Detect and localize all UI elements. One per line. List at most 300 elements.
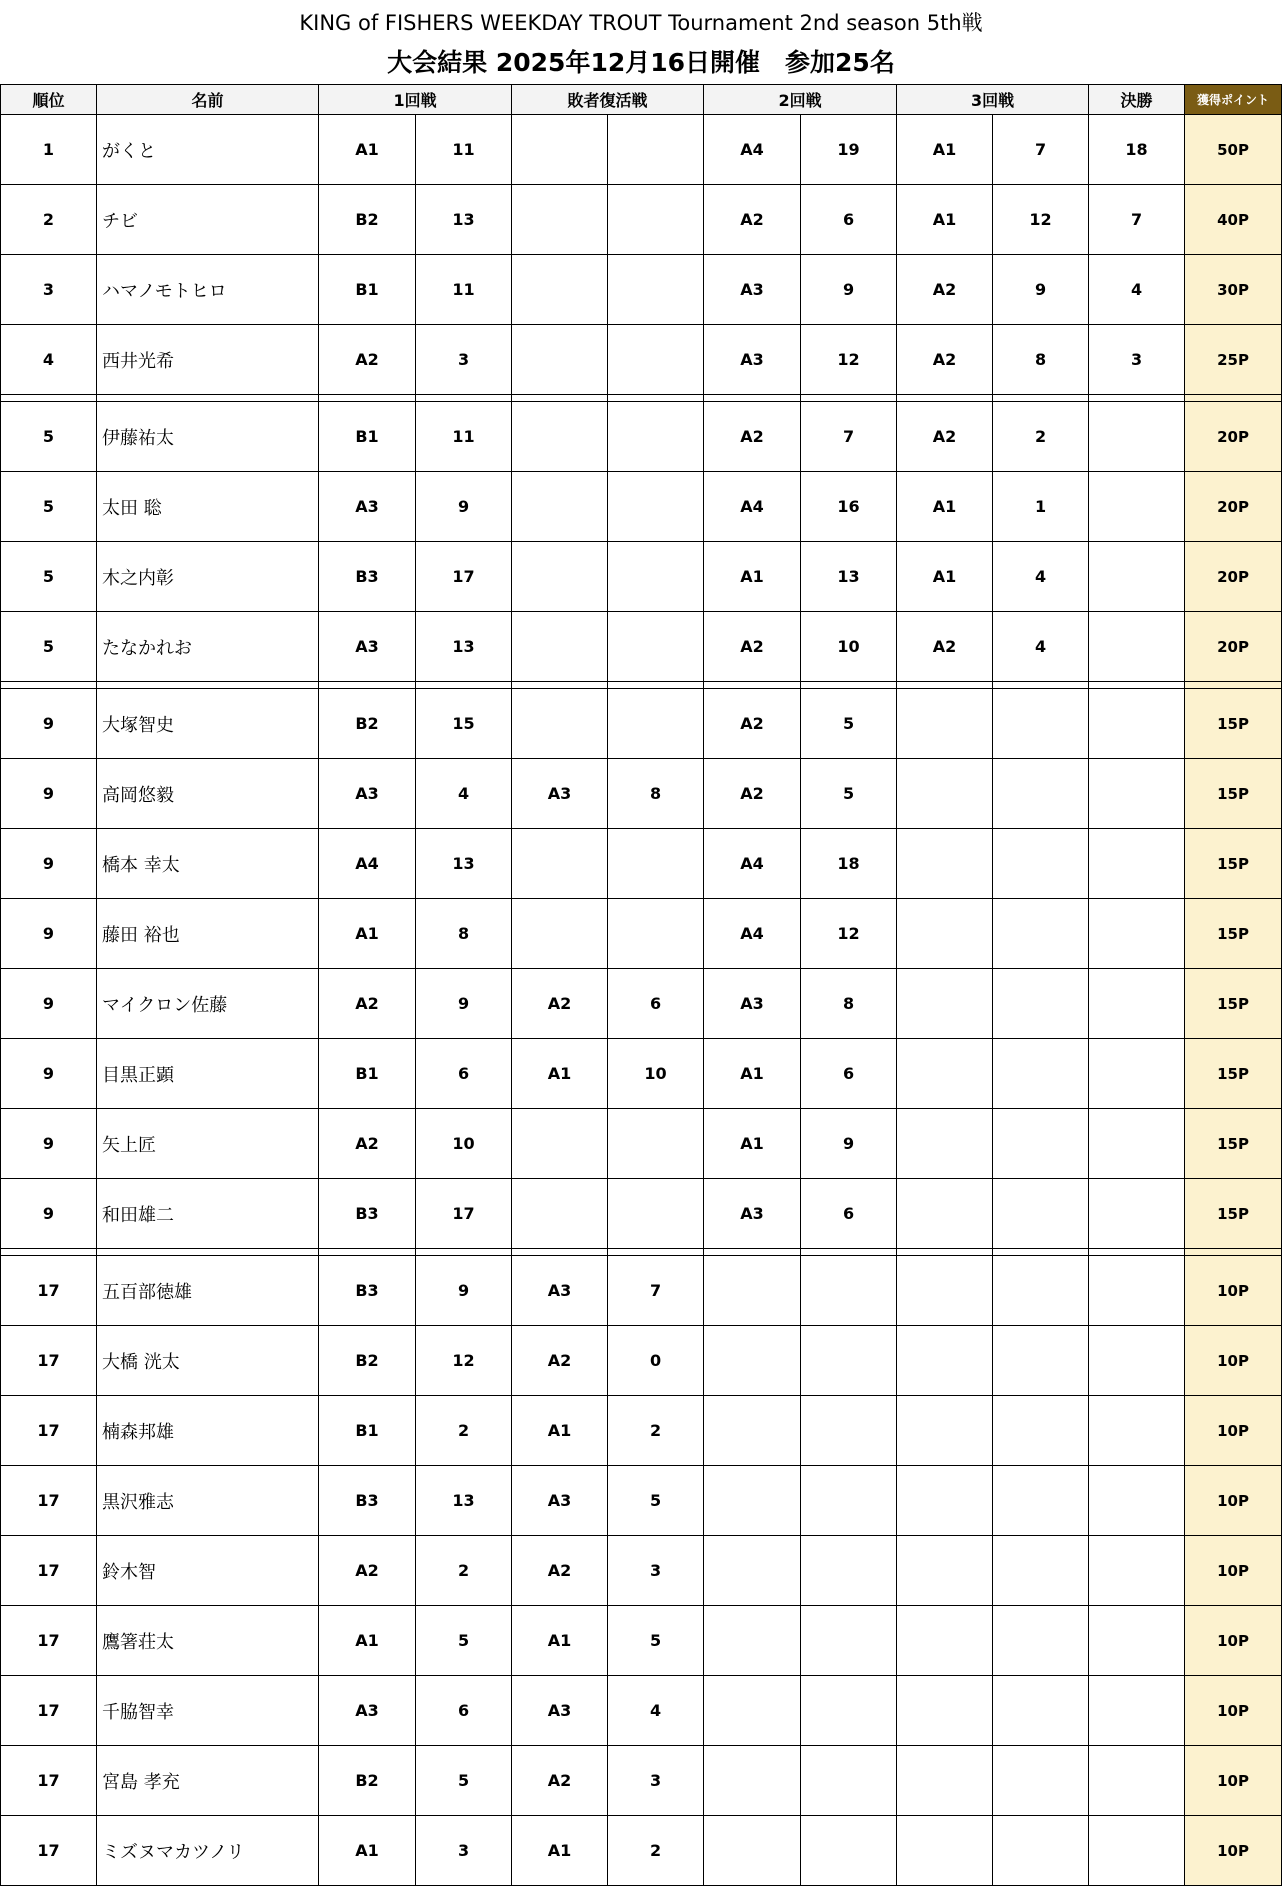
points-cell: 20P: [1185, 612, 1282, 682]
final-score-cell: [1089, 1179, 1185, 1249]
round2-score-cell: [801, 1396, 897, 1466]
round1-block-cell: B1: [319, 1396, 416, 1466]
rank-cell: 17: [1, 1466, 97, 1536]
separator-cell: [512, 682, 608, 689]
separator-cell: [319, 395, 416, 402]
name-cell: 和田雄二: [97, 1179, 319, 1249]
separator-cell: [319, 682, 416, 689]
final-score-cell: [1089, 1816, 1185, 1886]
repechage-score-cell: 5: [608, 1606, 704, 1676]
final-score-cell: [1089, 829, 1185, 899]
round3-score-cell: [993, 759, 1089, 829]
points-cell: 10P: [1185, 1746, 1282, 1816]
round3-score-cell: [993, 1466, 1089, 1536]
repechage-score-cell: 0: [608, 1326, 704, 1396]
round2-score-cell: [801, 1606, 897, 1676]
page-title: KING of FISHERS WEEKDAY TROUT Tournament 2nd season 5th戦: [299, 11, 983, 35]
round1-score-cell: 4: [416, 759, 512, 829]
repechage-block-cell: A2: [512, 1326, 608, 1396]
round3-score-cell: 9: [993, 255, 1089, 325]
points-cell: 10P: [1185, 1816, 1282, 1886]
round2-block-cell: [704, 1466, 801, 1536]
final-score-cell: [1089, 759, 1185, 829]
final-score-cell: [1089, 1039, 1185, 1109]
round3-score-cell: [993, 1326, 1089, 1396]
table-row: [1, 1179, 1282, 1249]
final-score-cell: 4: [1089, 255, 1185, 325]
repechage-score-cell: [608, 829, 704, 899]
table-row: [1, 472, 1282, 542]
final-score-cell: [1089, 612, 1185, 682]
round1-block-cell: A4: [319, 829, 416, 899]
round1-block-cell: B2: [319, 1326, 416, 1396]
name-cell: 木之内彰: [97, 542, 319, 612]
rank-cell: 4: [1, 325, 97, 395]
round3-block-cell: [897, 1256, 993, 1326]
round3-block-cell: [897, 759, 993, 829]
name-cell: 伊藤祐太: [97, 402, 319, 472]
round3-score-cell: 7: [993, 115, 1089, 185]
round1-score-cell: 13: [416, 1466, 512, 1536]
round3-block-cell: [897, 1816, 993, 1886]
round3-score-cell: [993, 689, 1089, 759]
name-cell: 千脇智幸: [97, 1676, 319, 1746]
points-cell: 10P: [1185, 1256, 1282, 1326]
round2-score-cell: 12: [801, 325, 897, 395]
final-score-cell: [1089, 1746, 1185, 1816]
name-cell: 藤田 裕也: [97, 899, 319, 969]
round1-block-cell: B2: [319, 185, 416, 255]
table-row: [1, 402, 1282, 472]
points-cell: 10P: [1185, 1326, 1282, 1396]
round2-block-cell: [704, 1606, 801, 1676]
repechage-score-cell: 10: [608, 1039, 704, 1109]
rank-cell: 17: [1, 1326, 97, 1396]
round3-score-cell: [993, 1746, 1089, 1816]
round2-block-cell: [704, 1396, 801, 1466]
final-score-cell: 18: [1089, 115, 1185, 185]
round1-score-cell: 6: [416, 1039, 512, 1109]
separator-cell: [512, 395, 608, 402]
round1-block-cell: A3: [319, 759, 416, 829]
name-cell: 橋本 幸太: [97, 829, 319, 899]
repechage-block-cell: A3: [512, 1676, 608, 1746]
separator-cell: [704, 395, 801, 402]
round3-score-cell: [993, 1606, 1089, 1676]
round1-block-cell: B3: [319, 1466, 416, 1536]
round1-score-cell: 13: [416, 829, 512, 899]
name-cell: がくと: [97, 115, 319, 185]
round2-block-cell: A2: [704, 612, 801, 682]
repechage-block-cell: [512, 402, 608, 472]
rank-cell: 17: [1, 1396, 97, 1466]
separator-cell: [1185, 395, 1282, 402]
separator-cell: [897, 1249, 993, 1256]
round1-block-cell: B2: [319, 1746, 416, 1816]
round3-score-cell: [993, 1536, 1089, 1606]
repechage-block-cell: [512, 542, 608, 612]
rank-cell: 9: [1, 689, 97, 759]
round3-header: 3回戦: [897, 85, 1089, 115]
round3-score-cell: 8: [993, 325, 1089, 395]
round1-score-cell: 5: [416, 1746, 512, 1816]
separator-cell: [897, 395, 993, 402]
round2-block-cell: A2: [704, 689, 801, 759]
name-cell: 大橋 洸太: [97, 1326, 319, 1396]
separator-cell: [416, 1249, 512, 1256]
points-cell: 20P: [1185, 402, 1282, 472]
table-row: [1, 1326, 1282, 1396]
separator-cell: [993, 395, 1089, 402]
round3-block-cell: A2: [897, 325, 993, 395]
repechage-block-cell: [512, 1109, 608, 1179]
repechage-score-cell: [608, 402, 704, 472]
round2-block-cell: A4: [704, 829, 801, 899]
repechage-score-cell: 3: [608, 1746, 704, 1816]
round1-score-cell: 2: [416, 1396, 512, 1466]
round2-score-cell: 6: [801, 185, 897, 255]
round2-score-cell: 6: [801, 1179, 897, 1249]
repechage-score-cell: [608, 255, 704, 325]
round1-block-cell: A3: [319, 1676, 416, 1746]
round2-block-cell: [704, 1256, 801, 1326]
table-row: [1, 542, 1282, 612]
repechage-score-cell: 5: [608, 1466, 704, 1536]
points-cell: 15P: [1185, 829, 1282, 899]
points-cell: 15P: [1185, 759, 1282, 829]
round1-score-cell: 13: [416, 612, 512, 682]
round2-score-cell: 8: [801, 969, 897, 1039]
final-score-cell: [1089, 1606, 1185, 1676]
round2-score-cell: 9: [801, 255, 897, 325]
round1-score-cell: 9: [416, 969, 512, 1039]
round2-block-cell: [704, 1536, 801, 1606]
repechage-score-cell: 7: [608, 1256, 704, 1326]
table-row: [1, 1039, 1282, 1109]
round2-score-cell: 19: [801, 115, 897, 185]
repechage-header: 敗者復活戦: [512, 85, 704, 115]
separator-cell: [801, 682, 897, 689]
round2-score-cell: [801, 1746, 897, 1816]
round1-score-cell: 3: [416, 1816, 512, 1886]
round1-score-cell: 9: [416, 472, 512, 542]
rank-cell: 5: [1, 542, 97, 612]
name-cell: 西井光希: [97, 325, 319, 395]
round2-block-cell: [704, 1676, 801, 1746]
repechage-block-cell: A3: [512, 759, 608, 829]
round3-block-cell: A2: [897, 255, 993, 325]
rank-cell: 17: [1, 1746, 97, 1816]
repechage-score-cell: [608, 185, 704, 255]
repechage-score-cell: [608, 325, 704, 395]
round2-score-cell: 7: [801, 402, 897, 472]
round3-block-cell: [897, 829, 993, 899]
round3-block-cell: A2: [897, 612, 993, 682]
round3-score-cell: [993, 1676, 1089, 1746]
rank-cell: 3: [1, 255, 97, 325]
repechage-block-cell: A2: [512, 1746, 608, 1816]
rank-header: 順位: [1, 85, 97, 115]
table-row: [1, 1746, 1282, 1816]
round2-header: 2回戦: [704, 85, 897, 115]
round3-block-cell: [897, 689, 993, 759]
round1-score-cell: 13: [416, 185, 512, 255]
points-cell: 15P: [1185, 969, 1282, 1039]
round1-block-cell: A1: [319, 899, 416, 969]
repechage-block-cell: [512, 1179, 608, 1249]
repechage-block-cell: [512, 255, 608, 325]
group-separator: [1, 682, 1282, 689]
round2-block-cell: A2: [704, 759, 801, 829]
rank-cell: 9: [1, 969, 97, 1039]
name-cell: 五百部徳雄: [97, 1256, 319, 1326]
repechage-score-cell: [608, 115, 704, 185]
name-cell: ハマノモトヒロ: [97, 255, 319, 325]
round3-block-cell: [897, 1676, 993, 1746]
table-row: [1, 1536, 1282, 1606]
round2-score-cell: 10: [801, 612, 897, 682]
round1-score-cell: 11: [416, 402, 512, 472]
repechage-score-cell: 3: [608, 1536, 704, 1606]
repechage-score-cell: [608, 689, 704, 759]
round2-block-cell: A2: [704, 185, 801, 255]
repechage-block-cell: [512, 899, 608, 969]
table-row: [1, 1109, 1282, 1179]
round3-block-cell: [897, 1326, 993, 1396]
round1-score-cell: 17: [416, 1179, 512, 1249]
separator-cell: [993, 1249, 1089, 1256]
round3-score-cell: [993, 1256, 1089, 1326]
round1-score-cell: 6: [416, 1676, 512, 1746]
table-row: [1, 689, 1282, 759]
repechage-score-cell: [608, 899, 704, 969]
round1-header: 1回戦: [319, 85, 512, 115]
rank-cell: 17: [1, 1606, 97, 1676]
separator-cell: [608, 395, 704, 402]
name-cell: 鈴木智: [97, 1536, 319, 1606]
round2-block-cell: A4: [704, 115, 801, 185]
name-cell: チビ: [97, 185, 319, 255]
rank-cell: 2: [1, 185, 97, 255]
rank-cell: 17: [1, 1816, 97, 1886]
separator-cell: [1089, 682, 1185, 689]
round1-block-cell: B3: [319, 1179, 416, 1249]
round2-block-cell: A3: [704, 1179, 801, 1249]
table-header-row: [1, 85, 1282, 115]
repechage-block-cell: A2: [512, 969, 608, 1039]
final-score-cell: [1089, 689, 1185, 759]
name-cell: 楠森邦雄: [97, 1396, 319, 1466]
points-cell: 30P: [1185, 255, 1282, 325]
rank-cell: 9: [1, 899, 97, 969]
table-row: [1, 185, 1282, 255]
separator-cell: [512, 1249, 608, 1256]
rank-cell: 9: [1, 1109, 97, 1179]
round3-score-cell: [993, 1396, 1089, 1466]
round1-block-cell: B1: [319, 402, 416, 472]
repechage-block-cell: A3: [512, 1256, 608, 1326]
round3-block-cell: [897, 1396, 993, 1466]
points-cell: 20P: [1185, 472, 1282, 542]
repechage-score-cell: 4: [608, 1676, 704, 1746]
rank-cell: 9: [1, 829, 97, 899]
round2-score-cell: 18: [801, 829, 897, 899]
round3-score-cell: [993, 829, 1089, 899]
final-score-cell: [1089, 1536, 1185, 1606]
rank-cell: 17: [1, 1536, 97, 1606]
round2-score-cell: 16: [801, 472, 897, 542]
separator-cell: [1185, 1249, 1282, 1256]
round2-score-cell: 5: [801, 759, 897, 829]
points-cell: 15P: [1185, 689, 1282, 759]
round2-block-cell: A3: [704, 969, 801, 1039]
round2-score-cell: 6: [801, 1039, 897, 1109]
round1-score-cell: 17: [416, 542, 512, 612]
round2-block-cell: [704, 1746, 801, 1816]
separator-cell: [1185, 682, 1282, 689]
final-score-cell: [1089, 1676, 1185, 1746]
round3-score-cell: 1: [993, 472, 1089, 542]
name-cell: 黒沢雅志: [97, 1466, 319, 1536]
final-score-cell: [1089, 969, 1185, 1039]
rank-cell: 9: [1, 1179, 97, 1249]
table-row: [1, 899, 1282, 969]
round1-score-cell: 8: [416, 899, 512, 969]
round2-block-cell: A4: [704, 472, 801, 542]
final-score-cell: [1089, 1396, 1185, 1466]
round3-block-cell: [897, 899, 993, 969]
repechage-score-cell: [608, 1109, 704, 1179]
round3-block-cell: [897, 1746, 993, 1816]
table-row: [1, 115, 1282, 185]
table-row: [1, 1816, 1282, 1886]
separator-cell: [704, 682, 801, 689]
points-cell: 15P: [1185, 1109, 1282, 1179]
round3-score-cell: [993, 1816, 1089, 1886]
table-row: [1, 1606, 1282, 1676]
round1-score-cell: 9: [416, 1256, 512, 1326]
rank-cell: 9: [1, 1039, 97, 1109]
points-cell: 40P: [1185, 185, 1282, 255]
table-row: [1, 829, 1282, 899]
round2-block-cell: A1: [704, 1039, 801, 1109]
round1-block-cell: A2: [319, 1536, 416, 1606]
round1-block-cell: A2: [319, 1109, 416, 1179]
round3-block-cell: A1: [897, 472, 993, 542]
round1-score-cell: 3: [416, 325, 512, 395]
separator-cell: [993, 682, 1089, 689]
table-row: [1, 759, 1282, 829]
final-score-cell: [1089, 402, 1185, 472]
separator-cell: [801, 395, 897, 402]
page-subtitle: 大会結果 2025年12月16日開催 参加25名: [387, 48, 895, 77]
round2-score-cell: [801, 1816, 897, 1886]
repechage-score-cell: 6: [608, 969, 704, 1039]
repechage-block-cell: A2: [512, 1536, 608, 1606]
repechage-block-cell: A1: [512, 1396, 608, 1466]
name-cell: 高岡悠毅: [97, 759, 319, 829]
points-cell: 50P: [1185, 115, 1282, 185]
final-score-cell: [1089, 1256, 1185, 1326]
group-separator: [1, 395, 1282, 402]
round2-block-cell: A3: [704, 325, 801, 395]
round1-score-cell: 2: [416, 1536, 512, 1606]
round2-score-cell: [801, 1326, 897, 1396]
repechage-block-cell: [512, 612, 608, 682]
final-score-cell: [1089, 472, 1185, 542]
round3-score-cell: [993, 1109, 1089, 1179]
final-score-cell: [1089, 1109, 1185, 1179]
repechage-score-cell: [608, 542, 704, 612]
separator-cell: [608, 682, 704, 689]
separator-cell: [97, 395, 319, 402]
final-header: 決勝: [1089, 85, 1185, 115]
round3-block-cell: [897, 1179, 993, 1249]
rank-cell: 5: [1, 402, 97, 472]
round3-block-cell: [897, 1536, 993, 1606]
round2-block-cell: [704, 1326, 801, 1396]
round2-score-cell: [801, 1536, 897, 1606]
repechage-block-cell: [512, 185, 608, 255]
separator-cell: [897, 682, 993, 689]
separator-cell: [1, 395, 97, 402]
name-cell: 目黒正顕: [97, 1039, 319, 1109]
separator-cell: [1089, 1249, 1185, 1256]
name-cell: ミズヌマカツノリ: [97, 1816, 319, 1886]
name-cell: 太田 聡: [97, 472, 319, 542]
separator-cell: [1089, 395, 1185, 402]
round2-score-cell: 5: [801, 689, 897, 759]
repechage-block-cell: A1: [512, 1816, 608, 1886]
final-score-cell: 3: [1089, 325, 1185, 395]
table-row: [1, 325, 1282, 395]
repechage-block-cell: A1: [512, 1039, 608, 1109]
round1-block-cell: B1: [319, 1039, 416, 1109]
group-separator: [1, 1249, 1282, 1256]
round3-block-cell: [897, 1039, 993, 1109]
points-cell: 10P: [1185, 1396, 1282, 1466]
round2-score-cell: 9: [801, 1109, 897, 1179]
points-cell: 10P: [1185, 1466, 1282, 1536]
separator-cell: [1, 682, 97, 689]
round2-block-cell: [704, 1816, 801, 1886]
separator-cell: [704, 1249, 801, 1256]
round1-block-cell: A2: [319, 969, 416, 1039]
table-row: [1, 255, 1282, 325]
rank-cell: 9: [1, 759, 97, 829]
repechage-score-cell: 2: [608, 1396, 704, 1466]
repechage-block-cell: [512, 829, 608, 899]
separator-cell: [416, 395, 512, 402]
final-score-cell: [1089, 542, 1185, 612]
rank-cell: 17: [1, 1256, 97, 1326]
name-cell: たなかれお: [97, 612, 319, 682]
round2-block-cell: A2: [704, 402, 801, 472]
points-cell: 10P: [1185, 1676, 1282, 1746]
round1-block-cell: B3: [319, 1256, 416, 1326]
round3-score-cell: 12: [993, 185, 1089, 255]
round3-score-cell: [993, 1179, 1089, 1249]
round1-block-cell: A1: [319, 1606, 416, 1676]
repechage-block-cell: A3: [512, 1466, 608, 1536]
points-cell: 15P: [1185, 899, 1282, 969]
final-score-cell: [1089, 1326, 1185, 1396]
round3-block-cell: A2: [897, 402, 993, 472]
round2-score-cell: 13: [801, 542, 897, 612]
round2-score-cell: [801, 1676, 897, 1746]
repechage-block-cell: [512, 325, 608, 395]
name-cell: 大塚智史: [97, 689, 319, 759]
